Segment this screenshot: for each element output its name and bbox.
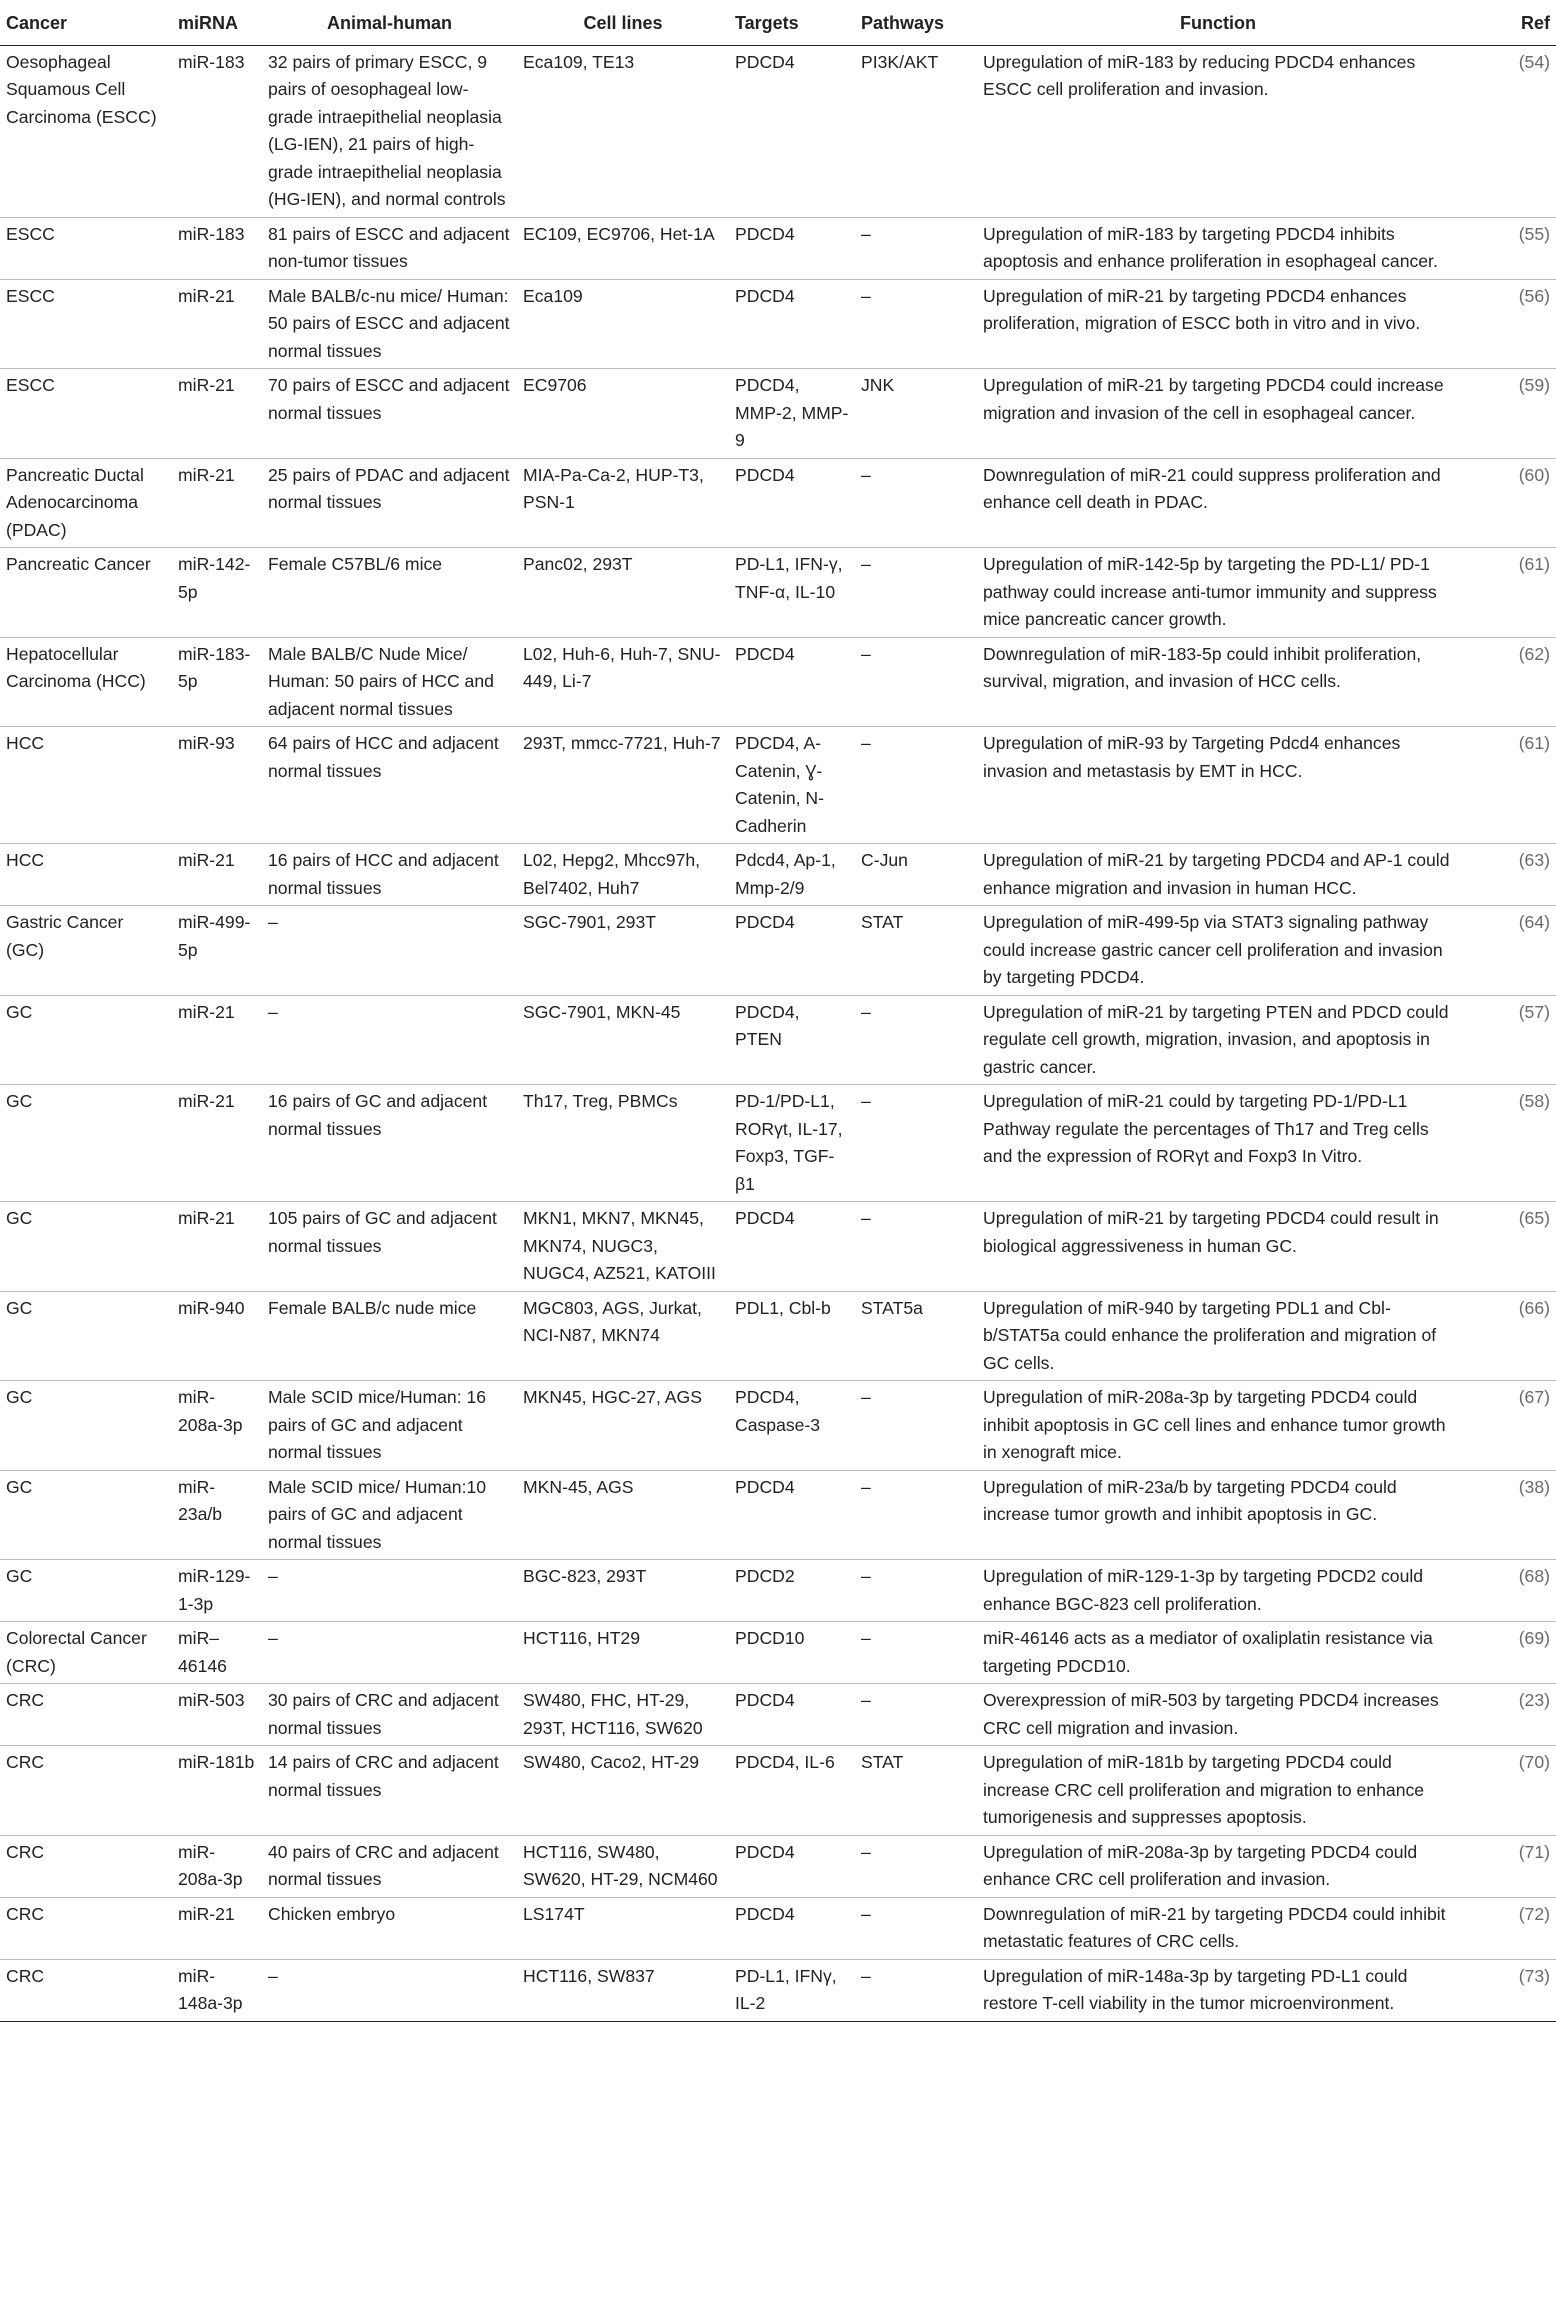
- cell-cell-lines: SW480, Caco2, HT-29: [517, 1746, 729, 1836]
- cell-function: Upregulation of miR-21 could by targeting PD-1/PD-L1 Pathway regulate the percentages of Th17 and Treg cells and the expression of RORγt and Foxp3 In Vitro.: [977, 1085, 1459, 1202]
- cell-mirna: miR-21: [172, 369, 262, 459]
- cell-ref[interactable]: (57): [1459, 995, 1556, 1085]
- cell-targets: PD-1/PD-L1, RORγt, IL-17, Foxp3, TGF-β1: [729, 1085, 855, 1202]
- cell-cancer: GC: [0, 1381, 172, 1471]
- cell-targets: PD-L1, IFN-γ, TNF-α, IL-10: [729, 548, 855, 638]
- cell-cancer: ESCC: [0, 369, 172, 459]
- cell-animal-human: 16 pairs of GC and adjacent normal tissues: [262, 1085, 517, 1202]
- cell-cancer: Hepatocellular Carcinoma (HCC): [0, 637, 172, 727]
- cell-cancer: Oesophageal Squamous Cell Carcinoma (ESCC): [0, 45, 172, 217]
- cell-animal-human: 64 pairs of HCC and adjacent normal tissues: [262, 727, 517, 844]
- cell-pathways: C-Jun: [855, 844, 977, 906]
- cell-cell-lines: SGC-7901, 293T: [517, 906, 729, 996]
- cell-pathways: PI3K/AKT: [855, 45, 977, 217]
- cell-animal-human: –: [262, 1560, 517, 1622]
- cell-targets: PDCD4: [729, 458, 855, 548]
- cell-cell-lines: SW480, FHC, HT-29, 293T, HCT116, SW620: [517, 1684, 729, 1746]
- cell-ref[interactable]: (65): [1459, 1202, 1556, 1292]
- cell-animal-human: Male BALB/c-nu mice/ Human: 50 pairs of ESCC and adjacent normal tissues: [262, 279, 517, 369]
- mirna-cancer-table: [0, 6, 1556, 2022]
- cell-pathways: –: [855, 217, 977, 279]
- cell-ref[interactable]: (56): [1459, 279, 1556, 369]
- cell-ref[interactable]: (23): [1459, 1684, 1556, 1746]
- cell-cancer: HCC: [0, 844, 172, 906]
- header-row: [0, 6, 1556, 45]
- cell-function: Upregulation of miR-208a-3p by targeting PDCD4 could enhance CRC cell proliferation and invasion.: [977, 1835, 1459, 1897]
- cell-targets: PDCD4: [729, 1835, 855, 1897]
- cell-ref[interactable]: (54): [1459, 45, 1556, 217]
- cell-targets: PDCD4, A-Catenin, Ɣ-Catenin, N-Cadherin: [729, 727, 855, 844]
- cell-cell-lines: L02, Hepg2, Mhcc97h, Bel7402, Huh7: [517, 844, 729, 906]
- cell-targets: PDCD4: [729, 217, 855, 279]
- cell-animal-human: 16 pairs of HCC and adjacent normal tissues: [262, 844, 517, 906]
- cell-function: Upregulation of miR-21 by targeting PDCD4 and AP-1 could enhance migration and invasion in human HCC.: [977, 844, 1459, 906]
- cell-cancer: CRC: [0, 1835, 172, 1897]
- cell-function: Upregulation of miR-183 by reducing PDCD4 enhances ESCC cell proliferation and invasion.: [977, 45, 1459, 217]
- cell-cancer: CRC: [0, 1897, 172, 1959]
- col-header-pathways: Pathways: [855, 6, 977, 45]
- cell-animal-human: 32 pairs of primary ESCC, 9 pairs of oesophageal low-grade intraepithelial neoplasia (LG-IEN), 21 pairs of high-grade intraepithelial neoplasia (HG-IEN), and normal controls: [262, 45, 517, 217]
- col-header-cancer: Cancer: [0, 6, 172, 45]
- cell-pathways: –: [855, 1622, 977, 1684]
- cell-function: Downregulation of miR-183-5p could inhibit proliferation, survival, migration, and invasion of HCC cells.: [977, 637, 1459, 727]
- cell-targets: PDCD4: [729, 45, 855, 217]
- cell-targets: Pdcd4, Ap-1, Mmp-2/9: [729, 844, 855, 906]
- table-row: [0, 1381, 1556, 1471]
- cell-function: Upregulation of miR-21 by targeting PDCD4 enhances proliferation, migration of ESCC both in vitro and in vivo.: [977, 279, 1459, 369]
- col-header-function: Function: [977, 6, 1459, 45]
- cell-ref[interactable]: (68): [1459, 1560, 1556, 1622]
- cell-animal-human: 14 pairs of CRC and adjacent normal tissues: [262, 1746, 517, 1836]
- cell-ref[interactable]: (73): [1459, 1959, 1556, 2021]
- cell-cancer: GC: [0, 1202, 172, 1292]
- cell-animal-human: 30 pairs of CRC and adjacent normal tissues: [262, 1684, 517, 1746]
- cell-cell-lines: HCT116, HT29: [517, 1622, 729, 1684]
- cell-function: Upregulation of miR-148a-3p by targeting PD-L1 could restore T-cell viability in the tumor microenvironment.: [977, 1959, 1459, 2021]
- cell-animal-human: –: [262, 995, 517, 1085]
- cell-cell-lines: LS174T: [517, 1897, 729, 1959]
- cell-targets: PDCD4: [729, 279, 855, 369]
- cell-animal-human: 40 pairs of CRC and adjacent normal tissues: [262, 1835, 517, 1897]
- cell-targets: PDCD4: [729, 1202, 855, 1292]
- cell-ref[interactable]: (61): [1459, 727, 1556, 844]
- cell-function: Upregulation of miR-21 by targeting PDCD4 could increase migration and invasion of the cell in esophageal cancer.: [977, 369, 1459, 459]
- cell-function: Upregulation of miR-183 by targeting PDCD4 inhibits apoptosis and enhance proliferation in esophageal cancer.: [977, 217, 1459, 279]
- cell-targets: PDCD4, PTEN: [729, 995, 855, 1085]
- cell-cell-lines: Eca109, TE13: [517, 45, 729, 217]
- cell-pathways: –: [855, 1560, 977, 1622]
- cell-cancer: HCC: [0, 727, 172, 844]
- cell-pathways: STAT5a: [855, 1291, 977, 1381]
- cell-pathways: –: [855, 1381, 977, 1471]
- col-header-cell-lines: Cell lines: [517, 6, 729, 45]
- cell-cell-lines: HCT116, SW837: [517, 1959, 729, 2021]
- cell-cell-lines: BGC-823, 293T: [517, 1560, 729, 1622]
- table-row: [0, 458, 1556, 548]
- cell-cell-lines: MKN1, MKN7, MKN45, MKN74, NUGC3, NUGC4, AZ521, KATOIII: [517, 1202, 729, 1292]
- cell-targets: PDCD2: [729, 1560, 855, 1622]
- cell-ref[interactable]: (61): [1459, 548, 1556, 638]
- table-row: [0, 727, 1556, 844]
- cell-function: Upregulation of miR-129-1-3p by targeting PDCD2 could enhance BGC-823 cell proliferation.: [977, 1560, 1459, 1622]
- cell-pathways: –: [855, 995, 977, 1085]
- cell-function: miR-46146 acts as a mediator of oxaliplatin resistance via targeting PDCD10.: [977, 1622, 1459, 1684]
- cell-cancer: GC: [0, 1560, 172, 1622]
- cell-animal-human: 105 pairs of GC and adjacent normal tissues: [262, 1202, 517, 1292]
- cell-mirna: miR-21: [172, 1085, 262, 1202]
- cell-function: Upregulation of miR-208a-3p by targeting PDCD4 could inhibit apoptosis in GC cell lines and enhance tumor growth in xenograft mice.: [977, 1381, 1459, 1471]
- cell-animal-human: Female C57BL/6 mice: [262, 548, 517, 638]
- cell-cell-lines: EC9706: [517, 369, 729, 459]
- cell-cell-lines: MIA-Pa-Ca-2, HUP-T3, PSN-1: [517, 458, 729, 548]
- cell-function: Upregulation of miR-21 by targeting PTEN and PDCD could regulate cell growth, migration, invasion, and apoptosis in gastric cancer.: [977, 995, 1459, 1085]
- cell-ref[interactable]: (71): [1459, 1835, 1556, 1897]
- cell-ref[interactable]: (72): [1459, 1897, 1556, 1959]
- table-row: [0, 1959, 1556, 2021]
- cell-targets: PDCD4: [729, 637, 855, 727]
- cell-animal-human: –: [262, 1959, 517, 2021]
- cell-pathways: STAT: [855, 906, 977, 996]
- cell-ref[interactable]: (38): [1459, 1470, 1556, 1560]
- table-row: [0, 279, 1556, 369]
- cell-animal-human: 81 pairs of ESCC and adjacent non-tumor tissues: [262, 217, 517, 279]
- table-row: [0, 1291, 1556, 1381]
- cell-pathways: –: [855, 1959, 977, 2021]
- cell-mirna: miR–46146: [172, 1622, 262, 1684]
- cell-mirna: miR-142-5p: [172, 548, 262, 638]
- cell-cell-lines: HCT116, SW480, SW620, HT-29, NCM460: [517, 1835, 729, 1897]
- cell-animal-human: 25 pairs of PDAC and adjacent normal tissues: [262, 458, 517, 548]
- cell-targets: PD-L1, IFNγ, IL-2: [729, 1959, 855, 2021]
- cell-mirna: miR-23a/b: [172, 1470, 262, 1560]
- cell-targets: PDCD10: [729, 1622, 855, 1684]
- cell-mirna: miR-208a-3p: [172, 1835, 262, 1897]
- cell-mirna: miR-93: [172, 727, 262, 844]
- cell-function: Downregulation of miR-21 by targeting PDCD4 could inhibit metastatic features of CRC cells.: [977, 1897, 1459, 1959]
- cell-cancer: CRC: [0, 1684, 172, 1746]
- table-row: [0, 1085, 1556, 1202]
- cell-mirna: miR-21: [172, 458, 262, 548]
- col-header-mirna: miRNA: [172, 6, 262, 45]
- cell-targets: PDCD4: [729, 1470, 855, 1560]
- cell-mirna: miR-21: [172, 995, 262, 1085]
- cell-pathways: –: [855, 637, 977, 727]
- cell-targets: PDCD4: [729, 1897, 855, 1959]
- table-row: [0, 1622, 1556, 1684]
- cell-function: Upregulation of miR-21 by targeting PDCD4 could result in biological aggressiveness in human GC.: [977, 1202, 1459, 1292]
- cell-function: Upregulation of miR-181b by targeting PDCD4 could increase CRC cell proliferation and migration to enhance tumorigenesis and suppresses apoptosis.: [977, 1746, 1459, 1836]
- cell-pathways: –: [855, 279, 977, 369]
- cell-cell-lines: Panc02, 293T: [517, 548, 729, 638]
- cell-function: Upregulation of miR-93 by Targeting Pdcd4 enhances invasion and metastasis by EMT in HCC.: [977, 727, 1459, 844]
- cell-cancer: GC: [0, 1470, 172, 1560]
- cell-targets: PDCD4: [729, 906, 855, 996]
- cell-ref[interactable]: (69): [1459, 1622, 1556, 1684]
- table-row: [0, 995, 1556, 1085]
- cell-cancer: Pancreatic Cancer: [0, 548, 172, 638]
- cell-cancer: Gastric Cancer (GC): [0, 906, 172, 996]
- table-row: [0, 1684, 1556, 1746]
- table-row: [0, 1560, 1556, 1622]
- cell-animal-human: Male SCID mice/ Human:10 pairs of GC and adjacent normal tissues: [262, 1470, 517, 1560]
- col-header-ref: Ref: [1459, 6, 1556, 45]
- cell-ref[interactable]: (64): [1459, 906, 1556, 996]
- cell-mirna: miR-183-5p: [172, 637, 262, 727]
- table-row: [0, 369, 1556, 459]
- cell-cancer: GC: [0, 1291, 172, 1381]
- cell-cancer: GC: [0, 995, 172, 1085]
- cell-mirna: miR-503: [172, 1684, 262, 1746]
- cell-pathways: –: [855, 1085, 977, 1202]
- cell-cancer: ESCC: [0, 217, 172, 279]
- cell-animal-human: Male BALB/C Nude Mice/ Human: 50 pairs of HCC and adjacent normal tissues: [262, 637, 517, 727]
- table-row: [0, 1897, 1556, 1959]
- cell-targets: PDCD4, MMP-2, MMP-9: [729, 369, 855, 459]
- cell-mirna: miR-21: [172, 844, 262, 906]
- col-header-animal-human: Animal-human: [262, 6, 517, 45]
- table-row: [0, 906, 1556, 996]
- cell-cell-lines: Eca109: [517, 279, 729, 369]
- cell-function: Upregulation of miR-940 by targeting PDL1 and Cbl-b/STAT5a could enhance the proliferation and migration of GC cells.: [977, 1291, 1459, 1381]
- cell-pathways: STAT: [855, 1746, 977, 1836]
- cell-cancer: CRC: [0, 1746, 172, 1836]
- cell-cell-lines: Th17, Treg, PBMCs: [517, 1085, 729, 1202]
- cell-targets: PDL1, Cbl-b: [729, 1291, 855, 1381]
- cell-mirna: miR-499-5p: [172, 906, 262, 996]
- cell-ref[interactable]: (62): [1459, 637, 1556, 727]
- cell-targets: PDCD4: [729, 1684, 855, 1746]
- cell-mirna: miR-940: [172, 1291, 262, 1381]
- cell-mirna: miR-183: [172, 45, 262, 217]
- cell-targets: PDCD4, IL-6: [729, 1746, 855, 1836]
- cell-pathways: JNK: [855, 369, 977, 459]
- table-body: [0, 45, 1556, 2021]
- cell-ref[interactable]: (55): [1459, 217, 1556, 279]
- cell-cell-lines: EC109, EC9706, Het-1A: [517, 217, 729, 279]
- cell-cell-lines: SGC-7901, MKN-45: [517, 995, 729, 1085]
- cell-animal-human: 70 pairs of ESCC and adjacent normal tissues: [262, 369, 517, 459]
- table-row: [0, 844, 1556, 906]
- cell-pathways: –: [855, 1897, 977, 1959]
- cell-function: Downregulation of miR-21 could suppress proliferation and enhance cell death in PDAC.: [977, 458, 1459, 548]
- cell-pathways: –: [855, 1684, 977, 1746]
- cell-ref[interactable]: (66): [1459, 1291, 1556, 1381]
- cell-animal-human: –: [262, 1622, 517, 1684]
- cell-pathways: –: [855, 1470, 977, 1560]
- table-header: [0, 6, 1556, 45]
- cell-ref[interactable]: (58): [1459, 1085, 1556, 1202]
- table-row: [0, 1835, 1556, 1897]
- cell-ref[interactable]: (63): [1459, 844, 1556, 906]
- cell-animal-human: Chicken embryo: [262, 1897, 517, 1959]
- cell-pathways: –: [855, 548, 977, 638]
- cell-cell-lines: 293T, mmcc-7721, Huh-7: [517, 727, 729, 844]
- cell-function: Overexpression of miR-503 by targeting PDCD4 increases CRC cell migration and invasion.: [977, 1684, 1459, 1746]
- table-row: [0, 548, 1556, 638]
- cell-pathways: –: [855, 727, 977, 844]
- cell-mirna: miR-181b: [172, 1746, 262, 1836]
- cell-mirna: miR-183: [172, 217, 262, 279]
- col-header-targets: Targets: [729, 6, 855, 45]
- table-row: [0, 1202, 1556, 1292]
- cell-pathways: –: [855, 458, 977, 548]
- cell-mirna: miR-21: [172, 1202, 262, 1292]
- table-row: [0, 1746, 1556, 1836]
- cell-function: Upregulation of miR-499-5p via STAT3 signaling pathway could increase gastric cancer cell proliferation and invasion by targeting PDCD4.: [977, 906, 1459, 996]
- cell-mirna: miR-148a-3p: [172, 1959, 262, 2021]
- cell-mirna: miR-21: [172, 279, 262, 369]
- cell-animal-human: Female BALB/c nude mice: [262, 1291, 517, 1381]
- table-row: [0, 45, 1556, 217]
- cell-cell-lines: MKN45, HGC-27, AGS: [517, 1381, 729, 1471]
- cell-function: Upregulation of miR-23a/b by targeting PDCD4 could increase tumor growth and inhibit apoptosis in GC.: [977, 1470, 1459, 1560]
- cell-animal-human: Male SCID mice/Human: 16 pairs of GC and adjacent normal tissues: [262, 1381, 517, 1471]
- cell-cancer: ESCC: [0, 279, 172, 369]
- table-row: [0, 217, 1556, 279]
- cell-mirna: miR-208a-3p: [172, 1381, 262, 1471]
- cell-ref[interactable]: (60): [1459, 458, 1556, 548]
- cell-ref[interactable]: (67): [1459, 1381, 1556, 1471]
- cell-cancer: CRC: [0, 1959, 172, 2021]
- cell-mirna: miR-129-1-3p: [172, 1560, 262, 1622]
- cell-cancer: Pancreatic Ductal Adenocarcinoma (PDAC): [0, 458, 172, 548]
- cell-cancer: Colorectal Cancer (CRC): [0, 1622, 172, 1684]
- cell-function: Upregulation of miR-142-5p by targeting the PD-L1/ PD-1 pathway could increase anti-tumor immunity and suppress mice pancreatic cancer growth.: [977, 548, 1459, 638]
- cell-pathways: –: [855, 1835, 977, 1897]
- cell-cancer: GC: [0, 1085, 172, 1202]
- cell-mirna: miR-21: [172, 1897, 262, 1959]
- table-row: [0, 637, 1556, 727]
- cell-ref[interactable]: (59): [1459, 369, 1556, 459]
- cell-pathways: –: [855, 1202, 977, 1292]
- cell-cell-lines: MGC803, AGS, Jurkat, NCI-N87, MKN74: [517, 1291, 729, 1381]
- cell-ref[interactable]: (70): [1459, 1746, 1556, 1836]
- cell-cell-lines: MKN-45, AGS: [517, 1470, 729, 1560]
- cell-animal-human: –: [262, 906, 517, 996]
- table-row: [0, 1470, 1556, 1560]
- cell-targets: PDCD4, Caspase-3: [729, 1381, 855, 1471]
- cell-cell-lines: L02, Huh-6, Huh-7, SNU-449, Li-7: [517, 637, 729, 727]
